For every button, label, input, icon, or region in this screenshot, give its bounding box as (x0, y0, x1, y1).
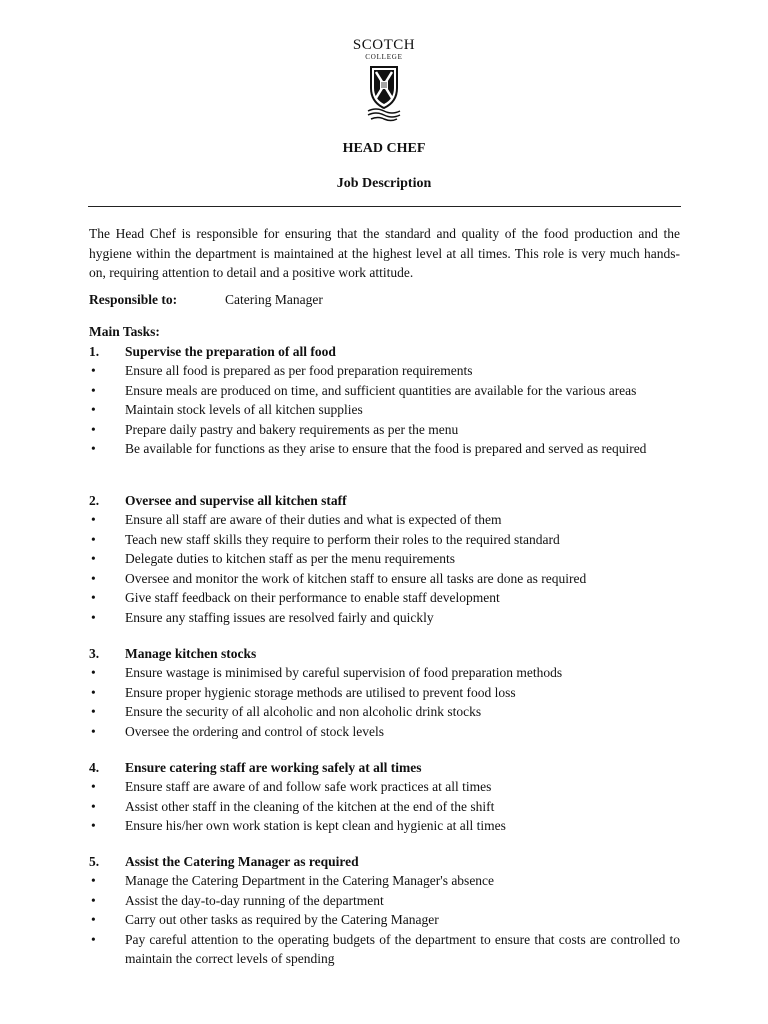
section-number: 1. (89, 344, 100, 359)
logo-subname: COLLEGE (365, 53, 403, 61)
responsible-value: Catering Manager (225, 292, 323, 307)
list-item: • Pay careful attention to the operating budgets of the department to ensure that costs are controlled to maintain the correct levels of spending (91, 931, 680, 966)
list-item: • Oversee and monitor the work of kitchen staff to ensure all tasks are done as required (89, 569, 680, 589)
section-title: Supervise the preparation of all food (125, 344, 336, 359)
bullet: • (91, 402, 96, 417)
bullet: • (91, 779, 96, 794)
section-heading (89, 644, 680, 663)
list-item: • Carry out other tasks as required by the Catering Manager (89, 910, 680, 930)
list-item: • Ensure his/her own work station is kept clean and hygienic at all times (89, 816, 680, 836)
list-item: • Ensure staff are aware of and follow safe work practices at all times (89, 777, 680, 797)
list-item: • Be available for functions as they arise to ensure that the food is prepared and served as required (89, 439, 680, 459)
task-section-1 (89, 342, 680, 459)
bullet: • (91, 590, 96, 605)
list-item: • Ensure all food is prepared as per food preparation requirements (89, 361, 680, 381)
list-item: • Teach new staff skills they require to perform their roles to the required standard (89, 530, 680, 550)
task-section-4 (89, 758, 680, 836)
bullet: • (91, 684, 96, 700)
list-item: • Manage the Catering Department in the Catering Manager's absence (89, 871, 680, 891)
logo-name: SCOTCH (352, 37, 416, 53)
page-subtitle: Job Description (336, 176, 432, 191)
list-item: • Give staff feedback on their performance to enable staff development (89, 588, 680, 608)
bullet: • (91, 609, 96, 625)
section-heading (89, 342, 680, 361)
bullet: • (91, 531, 96, 547)
section-title: Manage kitchen stocks (125, 646, 257, 661)
bullet: • (91, 512, 96, 527)
section-heading (89, 758, 680, 777)
bullet: • (91, 798, 96, 814)
bullet: • (91, 665, 96, 680)
list-item: • Ensure wastage is minimised by careful supervision of food preparation methods (89, 663, 680, 683)
main-tasks-heading: Main Tasks: (89, 324, 160, 339)
section-title: Assist the Catering Manager as required (125, 854, 359, 869)
section-number: 2. (89, 493, 100, 508)
bullet: • (91, 382, 96, 398)
list-item: • Assist the day-to-day running of the department (89, 891, 680, 911)
page-title: HEAD CHEF (342, 141, 426, 156)
list-item: • Ensure all staff are aware of their duties and what is expected of them (89, 510, 680, 530)
list-item: • Ensure any staffing issues are resolved fairly and quickly (89, 608, 680, 628)
crest-icon (364, 64, 404, 124)
list-item: • Delegate duties to kitchen staff as per the menu requirements (89, 549, 680, 569)
bullet: • (91, 363, 96, 378)
bullet: • (91, 551, 96, 566)
bullet: • (91, 931, 96, 947)
task-section-2 (89, 491, 680, 627)
list-item: • Ensure proper hygienic storage methods are utilised to prevent food loss (89, 683, 680, 703)
task-section-3 (89, 644, 680, 741)
bullet: • (91, 421, 96, 437)
section-heading (89, 852, 680, 871)
divider (88, 206, 681, 207)
list-item: • Ensure meals are produced on time, and sufficient quantities are available for the various areas (89, 381, 680, 401)
section-number: 3. (89, 646, 100, 661)
list-item: • Maintain stock levels of all kitchen supplies (89, 400, 680, 420)
section-number: 5. (89, 854, 100, 869)
bullet: • (91, 912, 96, 927)
bullet: • (91, 818, 96, 833)
section-heading (89, 491, 680, 510)
bullet: • (91, 570, 96, 586)
list-item: • Oversee the ordering and control of stock levels (89, 722, 680, 742)
responsible-to (89, 292, 323, 308)
bullet: • (91, 441, 96, 456)
task-section-5 (89, 852, 680, 969)
section-title: Oversee and supervise all kitchen staff (125, 493, 347, 508)
responsible-label: Responsible to: (89, 292, 178, 307)
bullet: • (91, 892, 96, 908)
intro-paragraph: The Head Chef is responsible for ensuring that the standard and quality of the food production and the hygiene within the department is maintained at the highest level at all times. This role is very much hands-on, requiring attention to detail and a positive work attitude. (89, 226, 680, 280)
bullet: • (91, 704, 96, 719)
section-number: 4. (89, 760, 100, 775)
section-title: Ensure catering staff are working safely at all times (125, 760, 422, 775)
bullet: • (91, 873, 96, 888)
list-item: • Assist other staff in the cleaning of the kitchen at the end of the shift (89, 797, 680, 817)
bullet: • (91, 723, 96, 739)
list-item: • Ensure the security of all alcoholic and non alcoholic drink stocks (89, 702, 680, 722)
school-logo (352, 38, 416, 124)
list-item: • Prepare daily pastry and bakery requirements as per the menu (89, 420, 680, 440)
